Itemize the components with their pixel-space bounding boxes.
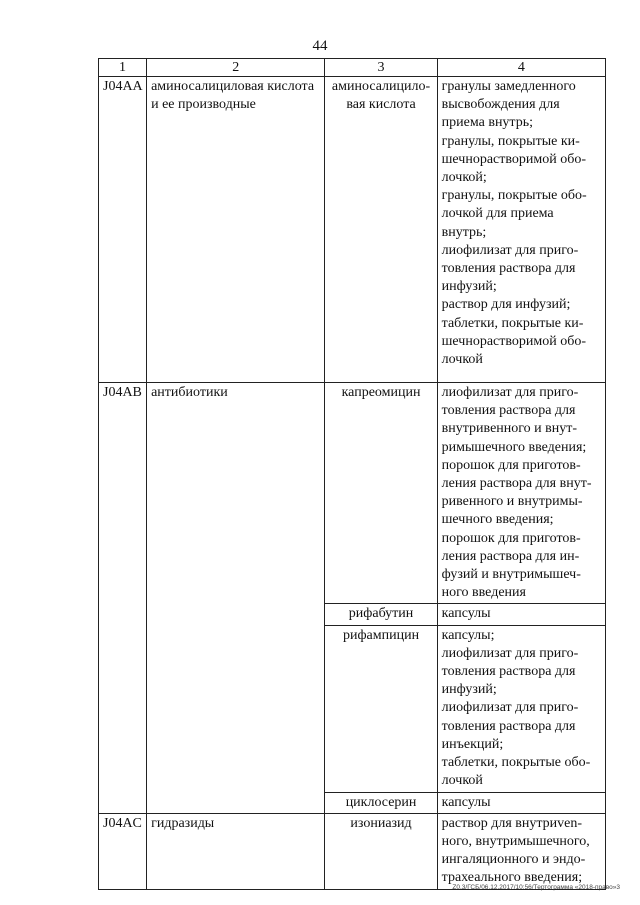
dosage-forms: капсулы [437, 792, 605, 813]
footer-stamp: Z0.3/ГСБ/06.12.2017/10:56/Тертограмма «2018-право»3 [452, 884, 620, 891]
table-row [99, 813, 606, 889]
dosage-forms: лиофилизат для приго- товления раствора для внутривенного и внут- римышечного введения; порошок для приготов- ления раствора для внут- ривенного и внутримы- шечного введения; порошок для приготов- ления раствора для ин- фузий и внутримышеч- ного введения [437, 383, 605, 604]
atc-group: антибиотики [147, 383, 325, 814]
substance-name: циклосерин [325, 792, 437, 813]
atc-group: аминосалициловая кислота и ее производные [147, 77, 325, 383]
table-row [99, 77, 606, 383]
substance-name: рифампицин [325, 625, 437, 792]
substance-name: капреомицин [325, 383, 437, 604]
dosage-forms: раствор для внутриven- ного, внутримышечного, ингаляционного и эндо- трахеального введения; [437, 813, 605, 889]
medicines-table [98, 58, 606, 890]
header-col-4: 4 [437, 59, 605, 77]
header-col-2: 2 [147, 59, 325, 77]
dosage-forms: гранулы замедленного высвобождения для приема внутрь; гранулы, покрытые ки- шечнорастворимой обо- лочкой; гранулы, покрытые обо- лочкой для приема внутрь; лиофилизат для приго- товления раствора для инфузий; раствор для инфузий; таблетки, покрытые ки- шечнорастворимой обо- лочкой [437, 77, 605, 383]
substance-name: изониазид [325, 813, 437, 889]
header-col-1: 1 [99, 59, 147, 77]
substance-name: аминосалицило- вая кислота [325, 77, 437, 383]
dosage-forms: капсулы [437, 604, 605, 625]
atc-code: J04AC [99, 813, 147, 889]
substance-name: рифабутин [325, 604, 437, 625]
table-header-row [99, 59, 606, 77]
dosage-forms: капсулы; лиофилизат для приго- товления раствора для инфузий; лиофилизат для приго- товления раствора для инъекций; таблетки, покрытые обо- лочкой [437, 625, 605, 792]
atc-group: гидразиды [147, 813, 325, 889]
header-col-3: 3 [325, 59, 437, 77]
atc-code: J04AA [99, 77, 147, 383]
atc-code: J04AB [99, 383, 147, 814]
page-number: 44 [312, 38, 328, 54]
table-row [99, 383, 606, 604]
